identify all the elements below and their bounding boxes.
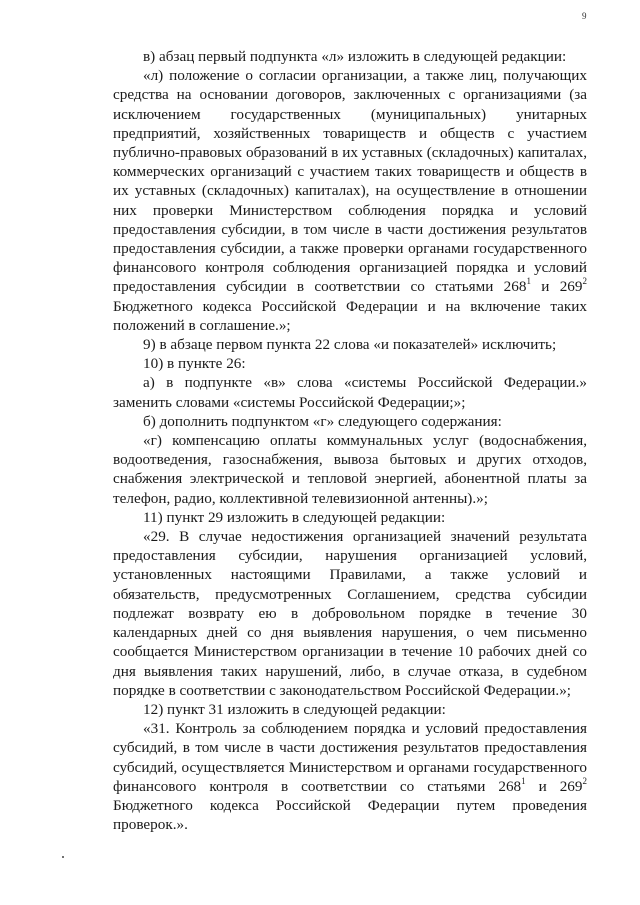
paragraph-subpoint-g: «г) компенсацию оплаты коммунальных услуг (водоснабжения, водоотведения, газоснабжения, вывоза бытовых и других отходов, снабжения электрической и тепловой энергией, абонентной платы за телефон, радио, коллективной телевизионной антенны).»; [113,432,587,507]
page-number: 9 [582,11,587,21]
paragraph-point-12: 12) пункт 31 изложить в следующей редакции: [143,700,446,718]
paragraph-text: «31. Контроль за соблюдением порядка и условий предоставления субсидий, в том числе в части достижения результатов предоставления субсидий, осуществляется Министерством и органами государственного финансового контроля в соответствии со статьями 268 [113,720,587,795]
paragraph-subpoint-a: а) в подпункте «в» слова «системы Российской Федерации.» заменить словами «системы Российской Федерации;»; [113,374,587,411]
superscript: 1 [521,775,526,786]
paragraph-text: и 269 [525,777,583,795]
paragraph-subpoint-b: б) дополнить подпунктом «г» следующего содержания: [143,412,502,430]
paragraph-text: и 269 [530,278,583,296]
paragraph-text: Бюджетного кодекса Российской Федерации путем проведения проверок.». [113,796,587,834]
paragraph-point-11: 11) пункт 29 изложить в следующей редакции: [143,508,446,526]
superscript: 2 [582,775,587,786]
paragraph-subpoint-l [113,66,587,335]
superscript: 2 [582,276,587,287]
paragraph-subpoint-v: в) абзац первый подпункта «л» изложить в следующей редакции: [143,48,567,65]
scan-artifact-dot [62,856,64,858]
paragraph-text: «л) положение о согласии организации, а также лиц, получающих средства на основании договоров, заключенных с организациями (за исключением государственных (муниципальных) унитарных предприятий, хозяйственных товариществ и обществ с участием публично-правовых образований в их уставных (складочных) капиталах, коммерческих организаций с участием таких товариществ и обществ в их уставных (складочных) капиталах), на осуществление в отношении них проверки Министерством соблюдения порядка и условий предоставления субсидии, в том числе в части достижения результатов предоставления субсидии, а также проверки органами государственного финансового контроля соблюдения организацией порядка и условий предоставления субсидии в соответствии со статьями 268 [113,67,587,296]
paragraph-point-9: 9) в абзаце первом пункта 22 слова «и показателей» исключить; [143,336,557,354]
paragraph-text: Бюджетного кодекса Российской Федерации и на включение таких положений в соглашение.»; [113,297,587,334]
superscript: 1 [526,276,531,287]
paragraph-point-10: 10) в пункте 26: [143,355,246,373]
paragraph-clause-31 [113,719,587,834]
document-body [113,47,587,834]
paragraph-clause-29: «29. В случае недостижения организацией значений результата предоставления субсидии, нарушения организацией условий, установленных настоящими Правилами, а также условий и обязательств, предусмотренных Соглашением, средства субсидии подлежат возврату ею в добровольном порядке в течение 30 календарных дней со дня выявления нарушения, о чем письменно сообщается Министерством организации в течение 10 рабочих дней со дня выявления таких нарушений, либо, в случае отказа, в судебном порядке в соответствии с законодательством Российской Федерации.»; [113,528,587,699]
